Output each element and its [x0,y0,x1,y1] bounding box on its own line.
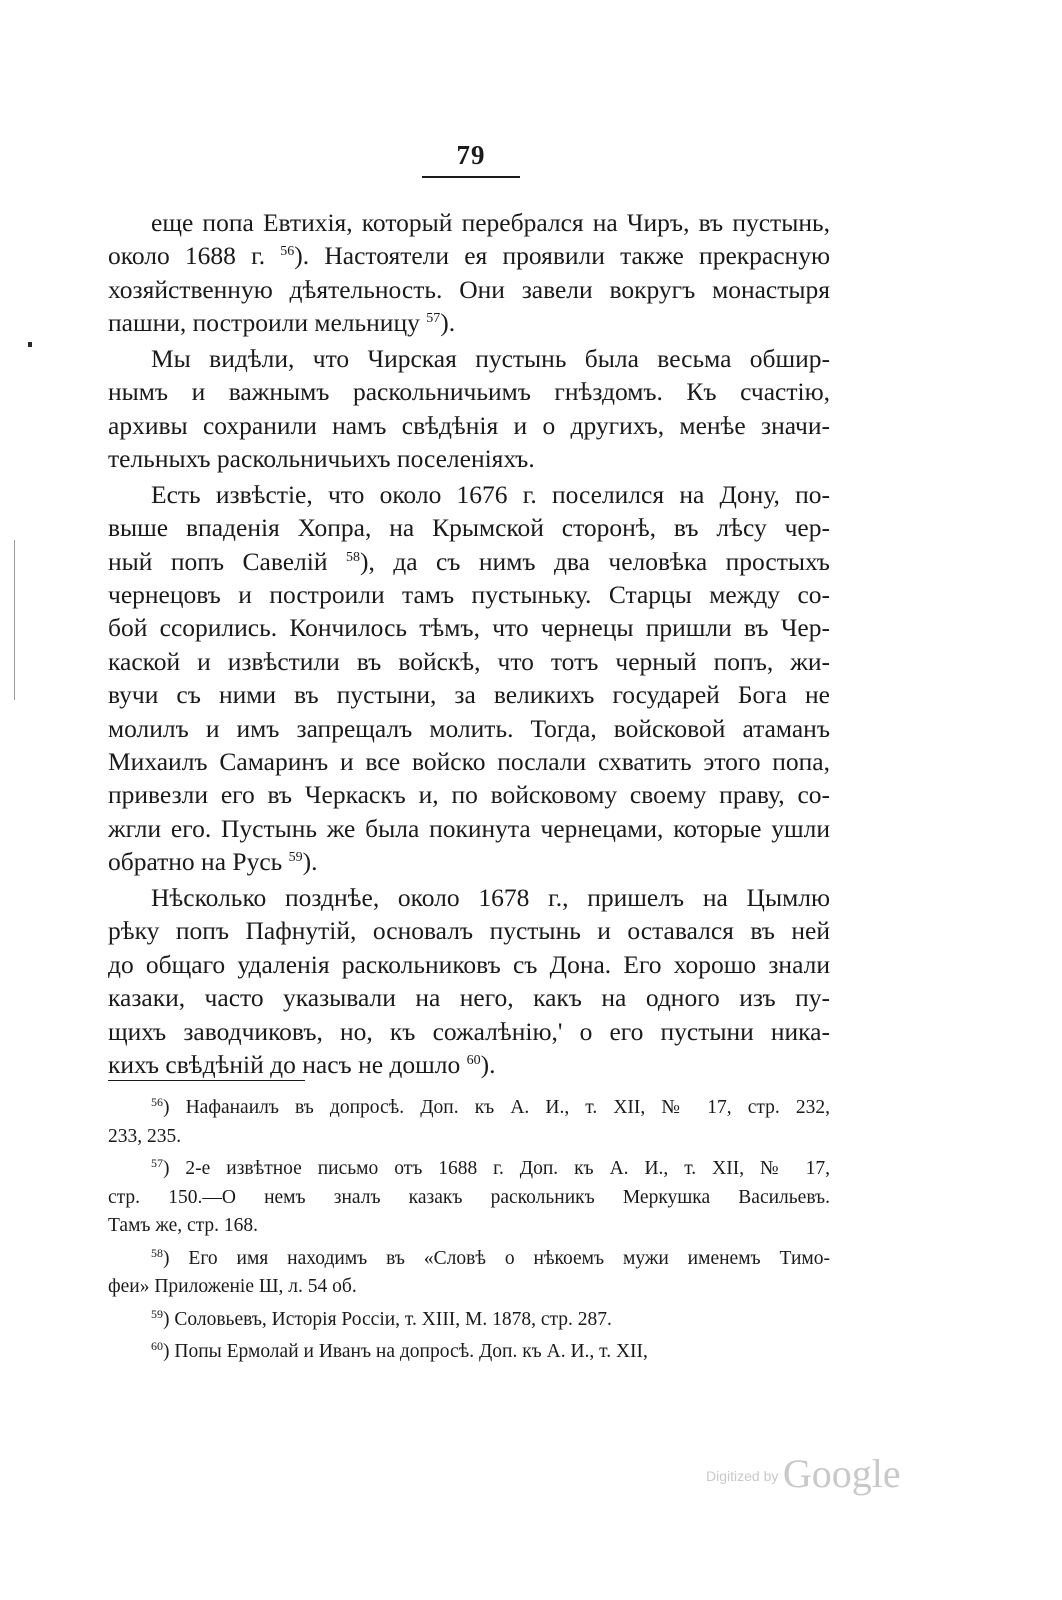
line-text: пашни, построили мельницу [108,308,427,338]
watermark [706,1450,916,1500]
text-line [108,478,830,511]
footnote-text: Тамъ же, стр. 168. [108,1215,259,1236]
text-line [108,981,830,1014]
footnote-number: 60 [151,1339,163,1353]
line-text: каской и извѣстили въ войскѣ, что тотъ черный попъ, жи- [108,646,830,676]
text-line [108,611,830,644]
text-line [108,1015,830,1048]
text-line [108,375,830,408]
footnotes [108,1094,830,1367]
text-line [108,273,830,306]
line-text: Михаилъ Самаринъ и все войско послали схватить этого попа, [108,747,830,777]
text-line [108,812,830,845]
text-line [108,845,830,878]
page-number-rule [422,176,520,178]
line-text: Нѣсколько позднѣе, около 1678 г., пришелъ на Цымлю [151,882,830,912]
text-line [108,239,830,272]
line-text: тельныхъ раскольничьихъ поселеніяхъ. [108,444,535,474]
footnote-line [108,1155,830,1184]
text-line [108,678,830,711]
body-text [108,206,830,1081]
footnote-ref: 59 [288,850,303,866]
watermark-prefix: Digitized by [706,1468,779,1484]
line-text-tail: ). [302,847,318,877]
line-text: до общаго удаленія раскольниковъ съ Дона. Его хорошо знали [108,949,830,979]
text-line [108,1048,830,1081]
text-line [108,645,830,678]
text-line [108,881,830,914]
footnote-number: 58 [151,1245,163,1260]
line-text: архивы сохранили намъ свѣдѣнія и о другихъ, менѣе значи- [108,410,830,440]
footnote-rule [108,1080,305,1081]
line-text: около 1688 г. [108,241,281,271]
footnote-line [108,1094,830,1123]
footnote-line [108,1123,830,1152]
text-line [108,778,830,811]
footnote-number: 57 [151,1156,163,1170]
footnote-line [108,1245,830,1274]
footnote-number: 59 [151,1306,163,1321]
footnote-ref: 58 [345,549,360,565]
text-line [108,511,830,544]
text-line [108,442,830,475]
line-text-tail: ). Настоятели ея проявили также прекрасную [294,241,830,271]
footnote-line [108,1273,830,1302]
line-text: еще попа Евтихія, который перебрался на Чиръ, въ пустынь, [151,208,830,237]
footnote-text: ) Попы Ермолай и Иванъ на допросѣ. Доп. къ А. И., т. XII, [163,1341,648,1362]
line-text: Мы видѣли, что Чирская пустынь была весьма обшир- [151,343,830,373]
text-line [108,206,830,239]
text-line [108,545,830,578]
text-line [108,745,830,778]
line-text-tail: ). [440,308,456,338]
text-line [108,914,830,947]
footnote-line [108,1184,830,1213]
footnote-text: ) 2-е извѣтное письмо отъ 1688 г. Доп. къ А. И., т. XII, № 17, [163,1158,830,1179]
footnote-line [108,1338,830,1367]
footnote-text: стр. 150.—О немъ зналъ казакъ раскольникъ Меркушка Васильевъ. [108,1186,830,1208]
text-line [108,948,830,981]
line-text: вучи съ ними въ пустыни, за великихъ государей Бога не [108,680,830,710]
line-text: молилъ и имъ запрещалъ молить. Тогда, войсковой атаманъ [108,713,830,743]
footnote-text: ) Соловьевъ, Исторія Россіи, т. XIII, М. 1878, стр. 287. [163,1308,612,1330]
line-text-tail: ). [480,1049,496,1079]
footnote-text: ) Его имя находимъ въ «Словѣ о нѣкоемъ мужи именемъ Тимо- [163,1247,830,1269]
footnote-ref: 56 [280,244,295,260]
text-line [108,578,830,611]
line-text: нымъ и важнымъ раскольничьимъ гнѣздомъ. Къ счастію, [108,377,830,407]
line-text: щихъ заводчиковъ, но, къ сожалѣнію,' о его пустыни ника- [108,1016,830,1046]
text-line [108,342,830,375]
footnote-line [108,1306,830,1335]
line-text: хозяйственную дѣятельность. Они завели вокругъ монастыря [108,274,830,304]
line-text-tail: ), да съ нимъ два человѣка простыхъ [359,546,830,576]
footnote-text: ) Нафанаилъ въ допросѣ. Доп. къ А. И., т. XII, № 17, стр. 232, [163,1097,830,1118]
line-text: жгли его. Пустынь же была покинута чернецами, которые ушли [108,813,830,843]
google-logo: Google [782,1451,901,1496]
footnote-ref: 60 [466,1052,481,1068]
line-text: привезли его въ Черкаскъ и, по войсковому своему праву, со- [108,780,830,810]
text-line [108,409,830,442]
footnote-ref: 57 [426,311,441,327]
text-line [108,712,830,745]
footnote-text: 233, 235. [108,1125,182,1147]
footnote-text: феи» Приложеніе Ш, л. 54 об. [108,1276,357,1297]
footnote-number: 56 [151,1095,163,1109]
page-number: 79 [456,140,486,170]
footnote-line [108,1212,830,1241]
line-text: казаки, часто указывали на него, какъ на одного изъ пу- [108,983,830,1013]
line-text: бой ссорились. Кончилось тѣмъ, что чернецы пришли въ Чер- [108,613,830,643]
text-line [108,306,830,339]
scan-mark [14,540,15,700]
line-text: обратно на Русь [108,847,289,877]
line-text: кихъ свѣдѣній до насъ не дошло [108,1049,467,1079]
line-text: выше впаденія Хопра, на Крымской сторонѣ, въ лѣсу чер- [108,513,830,543]
line-text: Есть извѣстіе, что около 1676 г. поселился на Дону, по- [151,479,830,509]
line-text: ный попъ Савелій [108,546,346,576]
line-text: рѣку попъ Пафнутій, основалъ пустынь и оставался въ ней [108,916,830,946]
line-text: чернецовъ и построили тамъ пустыньку. Старцы между со- [108,580,830,610]
scan-mark [28,342,32,347]
